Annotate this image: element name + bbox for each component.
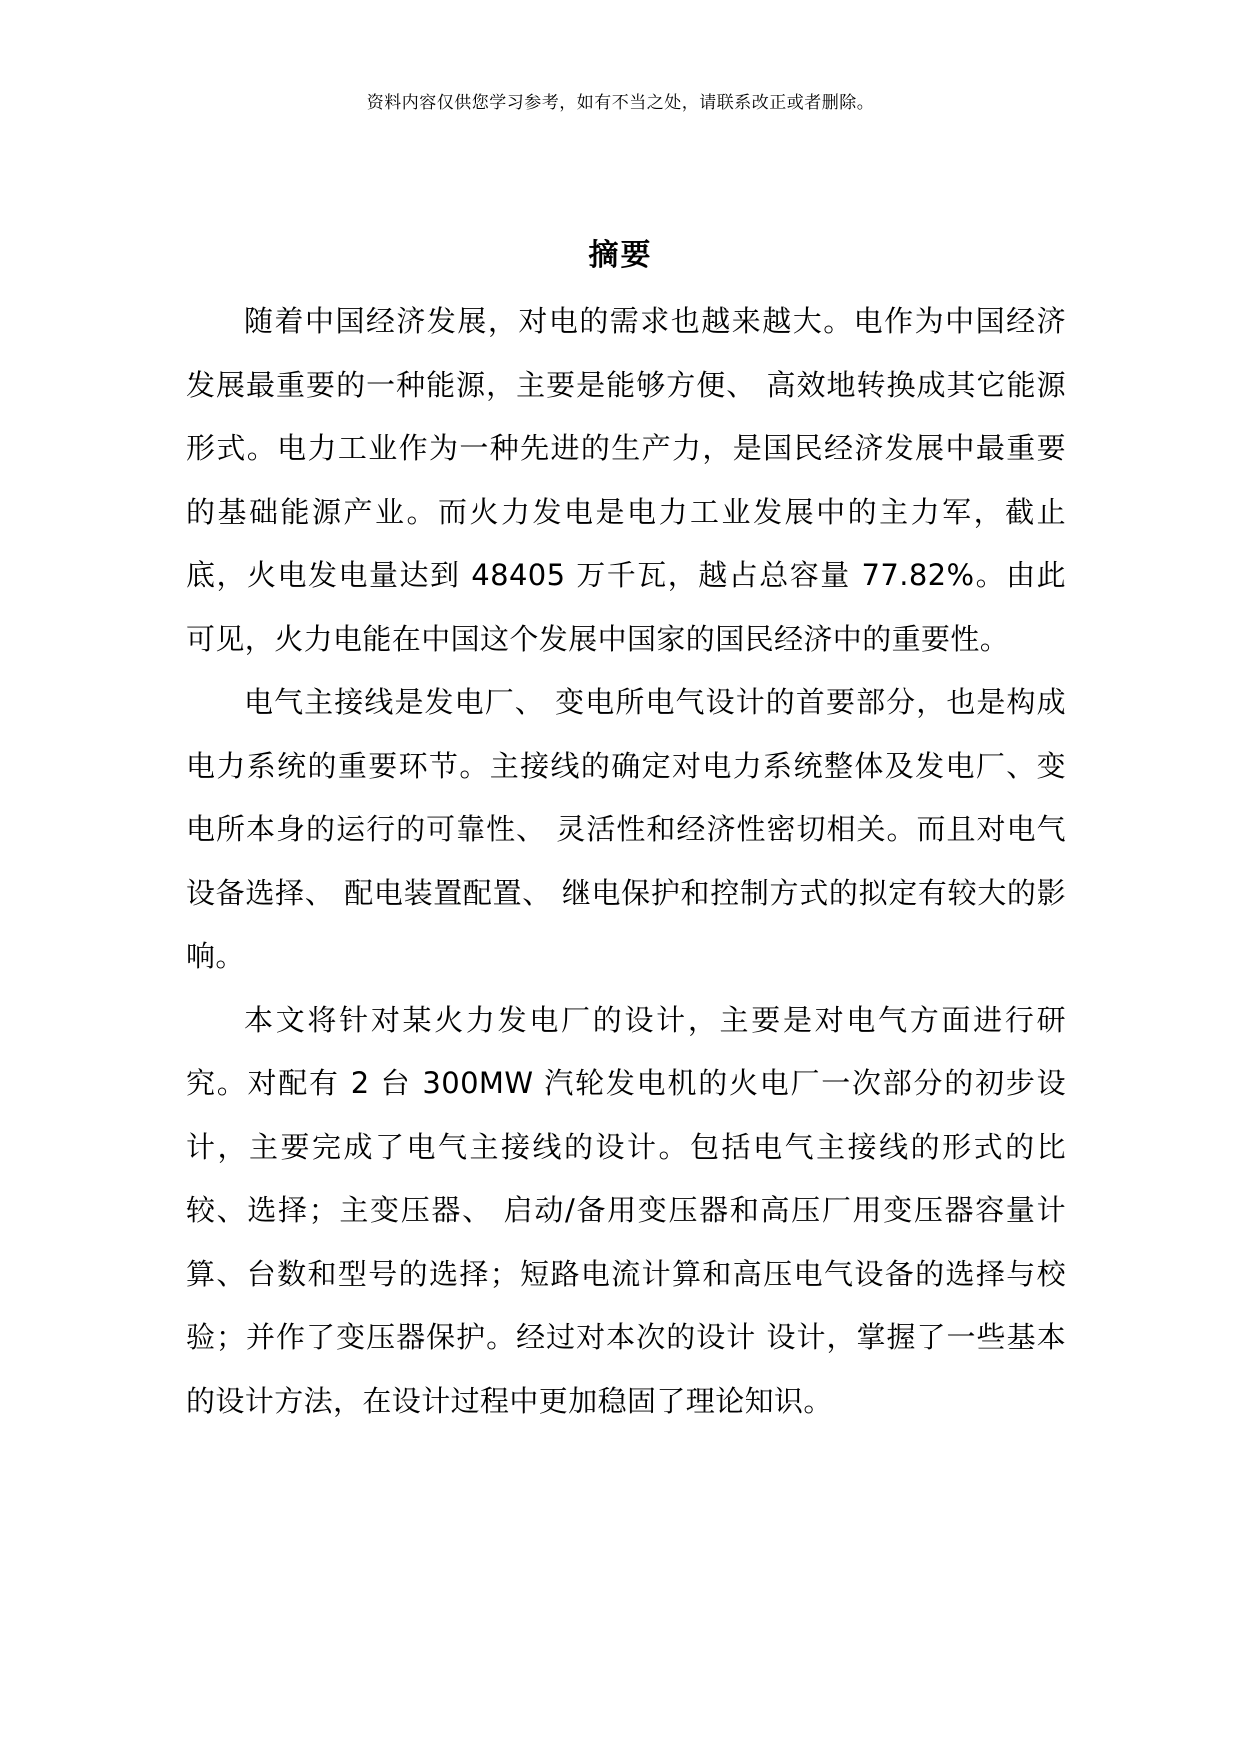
abstract-paragraph-1: 随着中国经济发展，对电的需求也越来越大。电作为中国经济发展最重要的一种能源，主要是能够方便、 高效地转换成其它能源形式。电力工业作为一种先进的生产力，是国民经济发展中最重要的基础能源产业。而火力发电是电力工业发展中的主力军，截止底，火电发电量达到 48405 万千瓦，越占总容量 77.82%。由此可见，火力电能在中国这个发展中国家的国民经济中的重要性。 [186,304,1066,656]
disclaimer-header: 资料内容仅供您学习参考，如有不当之处，请联系改正或者删除。 [366,93,875,113]
page-title: 摘要 [588,238,653,273]
abstract-paragraph-3: 本文将针对某火力发电厂的设计，主要是对电气方面进行研究。对配有 2 台 300MW 汽轮发电机的火电厂一次部分的初步设计，主要完成了电气主接线的设计。包括电气主接线的形式的比较、选择；主变压器、 启动/备用变压器和高压厂用变压器容量计算、台数和型号的选择；短路电流计算和高压电气设备的选择与校验；并作了变压器保护。经过对本次的设计 设计，掌握了一些基本的设计方法，在设计过程中更加稳固了理论知识。 [186,1002,1066,1418]
abstract-body [186,290,1066,1433]
abstract-paragraph-2: 电气主接线是发电厂、 变电所电气设计的首要部分，也是构成电力系统的重要环节。主接线的确定对电力系统整体及发电厂、变电所本身的运行的可靠性、 灵活性和经济性密切相关。而且对电气设备选择、 配电装置配置、 继电保护和控制方式的拟定有较大的影响。 [186,685,1066,973]
